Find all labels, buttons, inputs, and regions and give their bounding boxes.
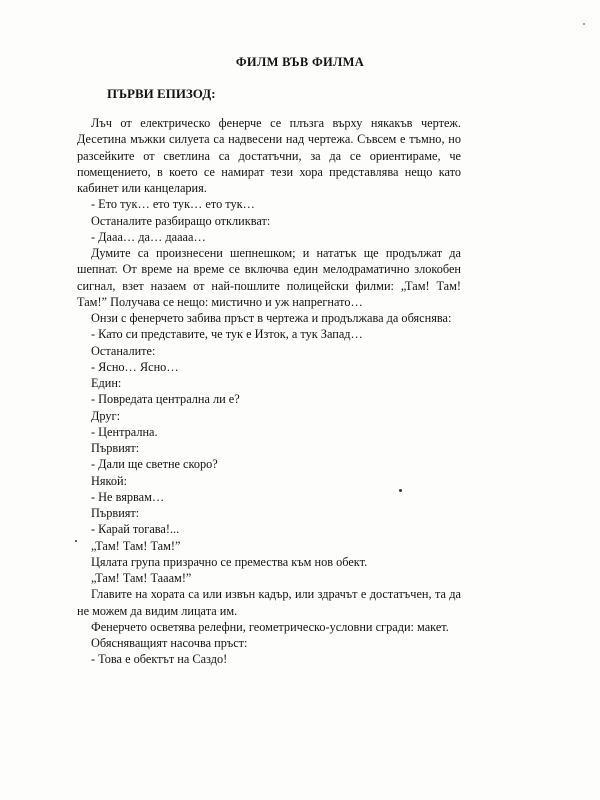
dialogue-line: - Не вярвам… [91,489,165,504]
dialogue-line: - Ето тук… ето тук… ето тук… [91,197,255,212]
scan-speck [399,489,402,492]
dialogue-line: - Централна. [91,424,158,439]
dialogue-line: Останалите разбиращо откликват: [91,213,271,228]
dialogue-line: Цялата група призрачно се премества към нов обект. [91,554,368,569]
dialogue-line: - Това е обектът на Саздо! [91,652,228,667]
dialogue-line: „Там! Там! Там!” [91,538,181,553]
dialogue-line: - Дааа… да… даааа… [91,229,206,244]
dialogue-line: - Повредата централна ли е? [91,392,240,407]
scan-speck [75,540,77,542]
document-body [77,115,461,668]
dialogue-line: - Ясно… Ясно… [91,359,179,374]
dialogue-line: Един: [91,376,122,390]
dialogue-line: Останалите: [91,343,156,358]
dialogue-line: Друг: [91,408,120,423]
paragraph: Лъч от електрическо фенерче се плъзга върху някакъв чертеж. Десетина мъжки силуета са надвесени над чертежа. Съвсем е тъмно, но разсейките от светлина са достатъчни, за да се ориентираме, че помещението, в което се намират тези хора представлява нещо като кабинет или канцелария. [77,116,461,195]
dialogue-line: Фенерчето осветява релефни, геометрическо-условни сгради: макет. [91,619,449,634]
dialogue-line: „Там! Там! Тааам!” [91,571,192,585]
dialogue-line: Първият: [91,441,140,455]
document-title: ФИЛМ ВЪВ ФИЛМА [235,55,365,69]
episode-heading: ПЪРВИ ЕПИЗОД: [107,86,216,101]
dialogue-line: Обясняващият насочва пръст: [91,636,248,650]
dialogue-line: Някой: [91,473,128,488]
dialogue-line: - Като си представите, че тук е Изток, а тук Запад… [91,327,363,342]
scan-speck [583,23,585,25]
dialogue-line: - Карай тогава!... [91,522,180,537]
paragraph: Главите на хората са или извън кадър, или здрачът е достатъчен, та да не можем да видим лицата им. [77,587,461,618]
dialogue-line: - Дали ще светне скоро? [91,457,218,472]
paragraph: Думите са произнесени шепнешком; и нататък ще продължат да шепнат. От време на време се включва един мелодраматично злокобен сигнал, взет назаем от най-пошлите полицейски филми: „Там! Там! Там!” Получава се нещо: мистично и уж напрегнато… [77,246,461,309]
dialogue-line: Онзи с фенерчето забива пръст в чертежа и продължава да обяснява: [91,311,452,325]
dialogue-line: Първият: [91,506,140,520]
